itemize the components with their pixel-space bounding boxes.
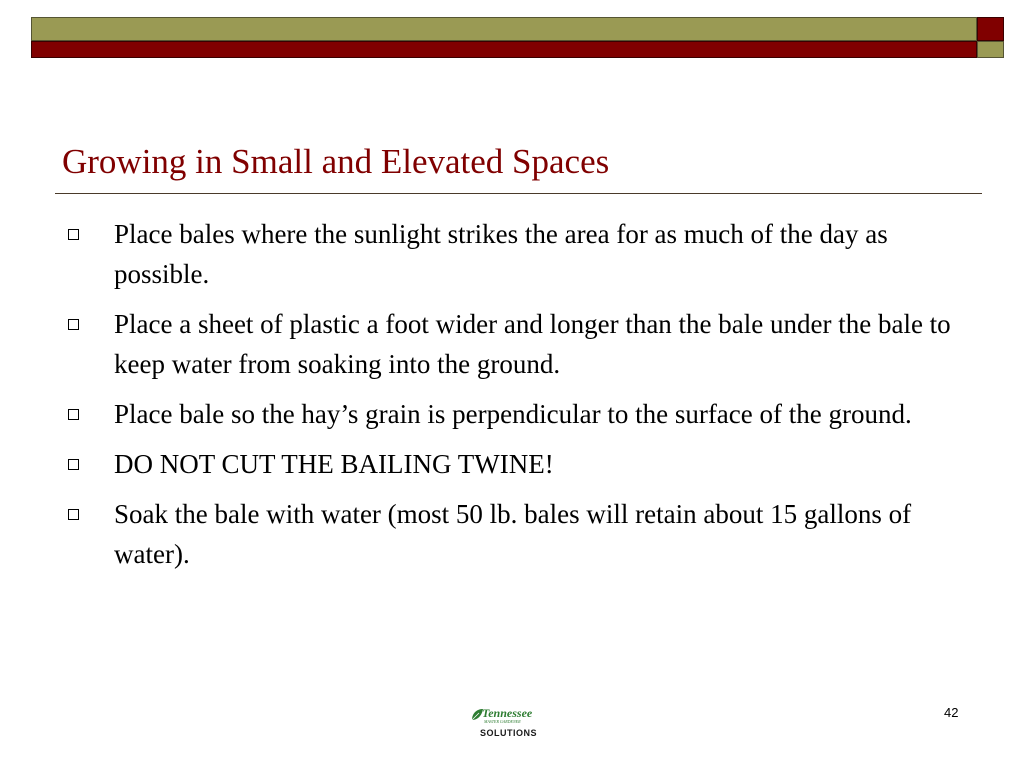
- bullet-text: Place a sheet of plastic a foot wider and longer than the bale under the bale to keep water from soaking into the ground.: [114, 309, 951, 379]
- bullet-text: Place bales where the sunlight strikes the area for as much of the day as possible.: [114, 219, 888, 289]
- hollow-square-bullet-icon: [68, 459, 79, 470]
- slide-title: Growing in Small and Elevated Spaces: [62, 142, 610, 181]
- tennessee-master-gardener-logo: [470, 706, 536, 740]
- bullet-text: Place bale so the hay’s grain is perpendicular to the surface of the ground.: [114, 399, 912, 429]
- bullet-text: Soak the bale with water (most 50 lb. bales will retain about 15 gallons of water).: [114, 499, 912, 569]
- bullet-item: [60, 494, 960, 574]
- bullet-item: [60, 214, 960, 294]
- header-square-olive: [977, 41, 1004, 58]
- hollow-square-bullet-icon: [68, 319, 79, 330]
- bullet-text: DO NOT CUT THE BAILING TWINE!: [114, 449, 554, 479]
- hollow-square-bullet-icon: [68, 229, 79, 240]
- bullet-item: [60, 304, 960, 384]
- bullet-list: [60, 214, 960, 584]
- page-number: 42: [944, 705, 959, 720]
- bullet-item: [60, 394, 960, 434]
- header-square-maroon: [977, 17, 1004, 41]
- logo-subtitle: MASTER GARDENER: [484, 719, 521, 724]
- logo-solutions: SOLUTIONS: [480, 728, 538, 738]
- bullet-item: [60, 444, 960, 484]
- title-divider: [55, 193, 982, 194]
- logo-title: Tennessee: [482, 706, 533, 720]
- header-bar-olive: [31, 17, 977, 41]
- header-bar-maroon: [31, 41, 977, 58]
- hollow-square-bullet-icon: [68, 509, 79, 520]
- hollow-square-bullet-icon: [68, 409, 79, 420]
